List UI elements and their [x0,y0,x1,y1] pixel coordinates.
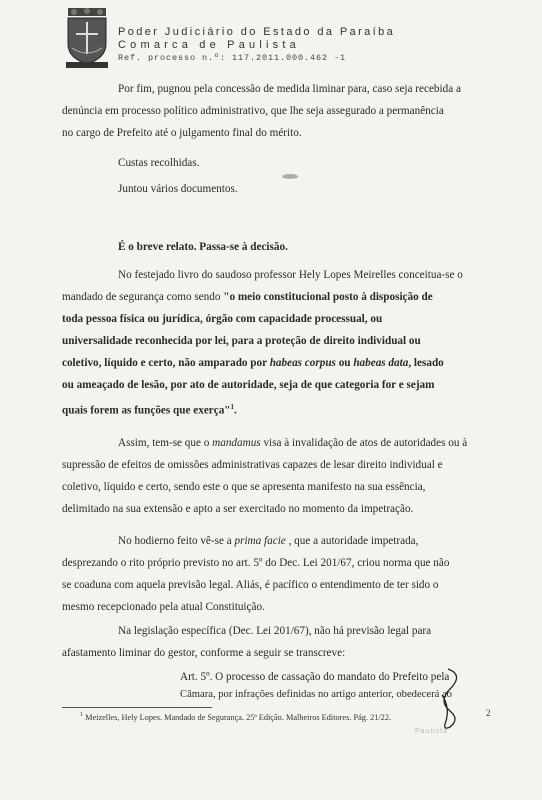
footnote [80,712,391,722]
footnote-ref: 1 [230,403,235,411]
court-header [118,26,395,63]
paragraph-8-line-1: Na legislação específica (Dec. Lei 201/67), não há previsão legal para [118,625,432,637]
text-bold: ou [335,357,354,369]
footnote-number: 1 [80,712,83,718]
paragraph-6-line-3: coletivo, líquido e certo, sendo este o que se apresenta manifesto na sua essência, [62,481,426,493]
text-plain: visa à invalidação de atos de autoridades ou à [260,437,468,449]
text-plain: mandado de segurança como sendo [62,291,224,303]
paragraph-5-line-6: ou ameaçado de lesão, por ato de autoridade, seja de que categoria for e sejam [62,379,435,391]
paragraph-5-line-4: universalidade reconhecida por lei, para a proteção de direito individual ou [62,335,421,347]
text-italic: prima facie [234,535,286,547]
text-italic: habeas data [353,357,409,369]
text-plain: Assim, tem-se que o [118,437,213,449]
faded-stamp: Paulista [415,728,448,735]
page-number: 2 [486,708,491,718]
section-heading: É o breve relato. Passa-se à decisão. [118,241,288,253]
paragraph-6-line-4: delimitado na sua extensão e apto a ser exercitado no momento da impetração. [62,503,414,515]
paragraph-5-line-7 [62,396,237,422]
paragraph-6-line-1 [118,432,467,454]
text-plain: No hodierno feito vê-se a [118,535,235,547]
paragraph-7-line-2: desprezando o rito próprio previsto no art. 5º do Dec. Lei 201/67, criou norma que não [62,557,450,569]
paragraph-1-line-2: denúncia em processo político administrativo, que lhe seja assegurado a permanência [62,105,444,117]
coat-of-arms-icon [62,8,112,70]
paragraph-costs: Custas recolhidas. [118,157,200,169]
paragraph-7-line-1 [118,530,418,552]
quote-line-2: Câmara, por infrações definidas no artigo anterior, obedecerá ao [180,689,452,700]
paragraph-1-line-3: no cargo de Prefeito até o julgamento final do mérito. [62,127,302,139]
paragraph-8-line-2: afastamento liminar do gestor, conforme a seguir se transcreve: [62,647,346,659]
signature-icon [420,665,480,735]
text-italic: habeas corpus [269,357,336,369]
text-italic: mandamus [212,437,261,449]
paragraph-1-line-1: Por fim, pugnou pela concessão de medida liminar para, caso seja recebida a [118,83,461,95]
ink-smudge [282,174,298,179]
quote-line-1: Art. 5º. O processo de cassação do mandato do Prefeito pela [180,671,450,683]
text-plain: , que a autoridade impetrada, [285,535,419,547]
text-bold: . [234,404,237,417]
paragraph-5-line-5 [62,352,444,374]
paragraph-5-line-1: No festejado livro do saudoso professor Hely Lopes Meirelles conceitua-se o [118,269,463,281]
paragraph-7-line-3: se coaduna com aquela previsão legal. Aliás, é pacífico o entendimento de ter sido o [62,579,439,591]
text-bold: quais forem as funções que exerça" [62,404,231,417]
footnote-divider [62,707,212,708]
paragraph-5-line-3: toda pessoa física ou jurídica, órgão com capacidade processual, ou [62,313,383,325]
paragraph-7-line-4: mesmo recepcionado pela atual Constituição. [62,601,265,613]
text-bold: , lesado [408,357,444,369]
paragraph-documents: Juntou vários documentos. [118,183,238,195]
court-name: Poder Judiciário do Estado da Paraíba [118,26,396,38]
paragraph-5-line-2 [62,286,433,308]
district-name: Comarca de Paulista [118,39,300,51]
text-bold: coletivo, líquido e certo, não amparado por [62,357,270,369]
process-reference: Ref. processo n.º: 117.2011.000.462 -1 [118,53,347,63]
quote-start: "o meio constitucional posto à disposição de [223,291,433,303]
footnote-text: Meizelles, Hely Lopes. Mandado de Segurança. 25ª Edição. Malheiros Editores. Pág. 21/22. [83,712,392,722]
paragraph-6-line-2: supressão de efeitos de omissões administrativas capazes de lesar direito individual e [62,459,443,471]
